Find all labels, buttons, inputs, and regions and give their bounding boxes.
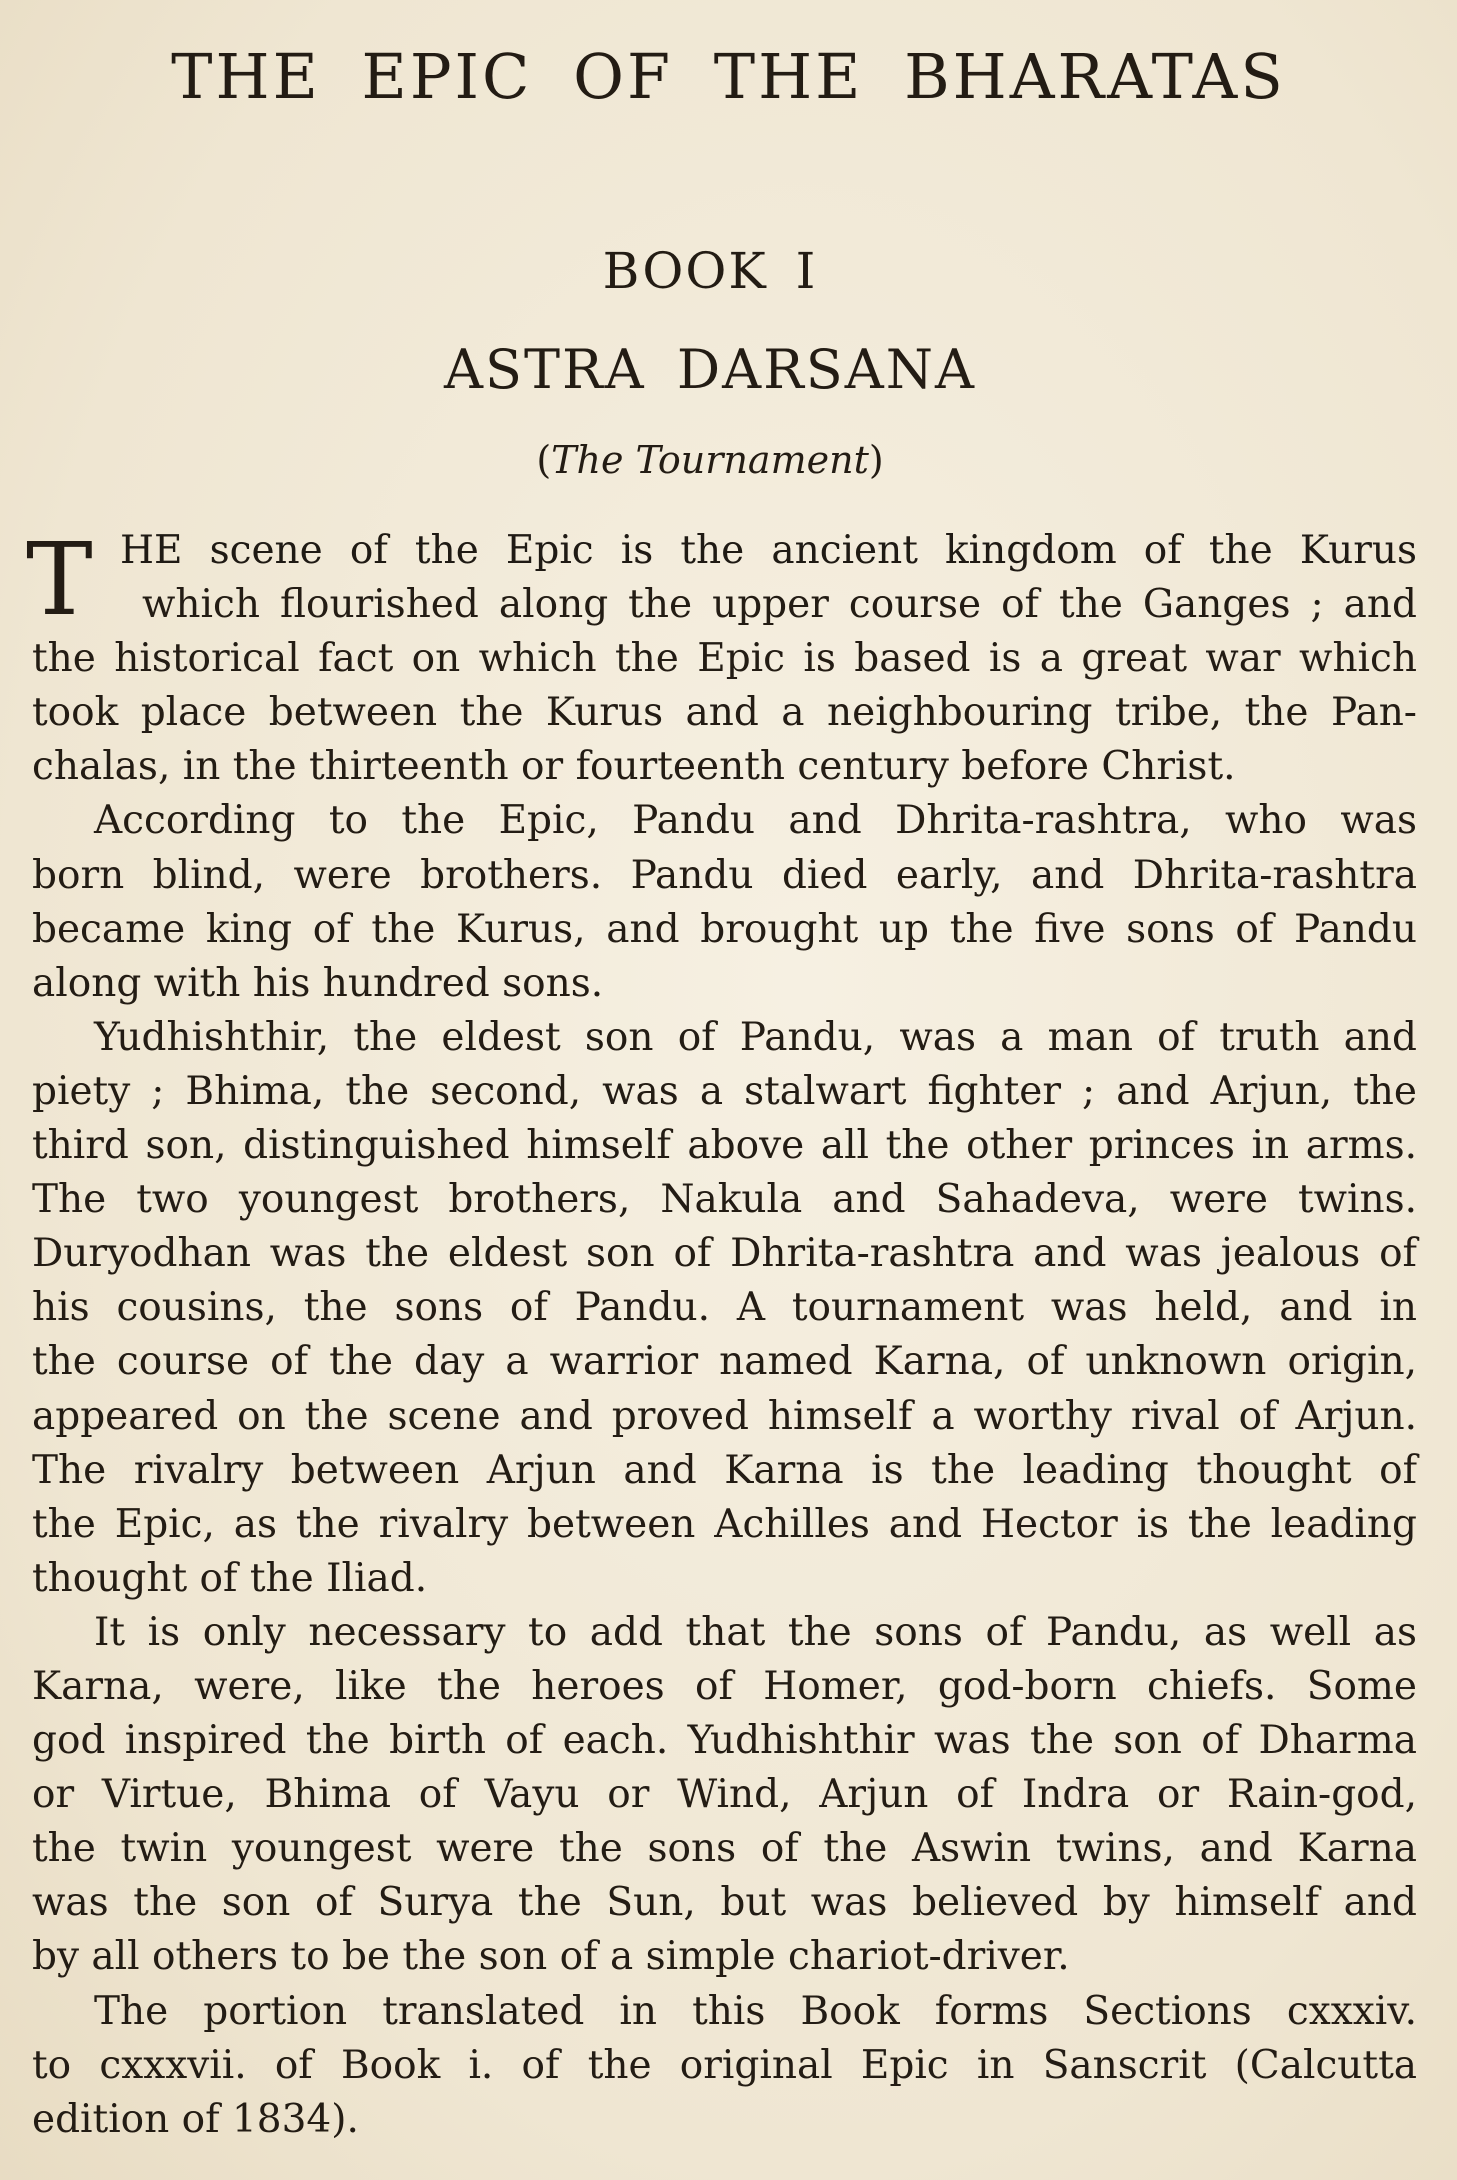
text-line: chalas, in the thirteenth or fourteenth century before Christ.	[32, 744, 1236, 790]
text-line: Yudhishthir, the eldest son of Pandu, was a man of truth and	[94, 1014, 1417, 1060]
text-line: edition of 1834).	[32, 2096, 359, 2142]
subtitle-open-paren: (	[536, 438, 552, 482]
paragraph-2	[32, 794, 1417, 1010]
text-line: his cousins, the sons of Pandu. A tournament was held, and in	[32, 1285, 1417, 1331]
text-line: to cxxxvii. of Book i. of the original Epic in Sanscrit (Calcutta	[32, 2042, 1417, 2088]
text-line: took place between the Kurus and a neighbouring tribe, the Pan-	[32, 690, 1417, 736]
body-text	[26, 521, 1417, 2147]
text-line: by all others to be the son of a simple chariot-driver.	[32, 1934, 1070, 1980]
text-line: appeared on the scene and proved himself a worthy rival of Arjun.	[32, 1393, 1417, 1439]
text-line: or Virtue, Bhima of Vayu or Wind, Arjun of Indra or Rain-god,	[32, 1772, 1417, 1818]
text-line: third son, distinguished himself above all the other princes in arms.	[32, 1123, 1417, 1169]
text-line: The rivalry between Arjun and Karna is the leading thought of	[32, 1447, 1417, 1493]
text-line: Duryodhan was the eldest son of Dhrita-rashtra and was jealous of	[32, 1231, 1417, 1277]
text-line: HE scene of the Epic is the ancient kingdom of the Kurus	[120, 528, 1417, 573]
subtitle-close-paren: )	[868, 438, 884, 482]
paragraph-1	[26, 521, 1417, 794]
text-line: became king of the Kurus, and brought up the five sons of Pandu	[32, 906, 1417, 952]
subtitle-text: The Tournament	[551, 438, 869, 482]
text-line: the Epic, as the rivalry between Achilles and Hector is the leading	[32, 1501, 1417, 1547]
text-line: the historical fact on which the Epic is based is a great war which	[32, 636, 1417, 682]
text-line: The two youngest brothers, Nakula and Sahadeva, were twins.	[32, 1177, 1417, 1223]
paragraph-3	[32, 1011, 1417, 1606]
text-line: Karna, were, like the heroes of Homer, god-born chiefs. Some	[32, 1663, 1417, 1709]
text-line: born blind, were brothers. Pandu died early, and Dhrita-rashtra	[32, 852, 1417, 898]
text-line: piety ; Bhima, the second, was a stalwart fighter ; and Arjun, the	[32, 1068, 1417, 1114]
running-head: THE EPIC OF THE BHARATAS	[171, 40, 1286, 113]
text-line: was the son of Surya the Sun, but was believed by himself and	[32, 1880, 1417, 1926]
book-number: BOOK I	[602, 242, 818, 300]
book-subtitle	[0, 438, 1420, 482]
text-line: thought of the Iliad.	[32, 1555, 428, 1601]
book-title: ASTRA DARSANA	[443, 338, 976, 401]
text-line: god inspired the birth of each. Yudhishthir was the son of Dharma	[32, 1718, 1417, 1764]
text-line: along with his hundred sons.	[32, 960, 604, 1006]
text-line: According to the Epic, Pandu and Dhrita-rashtra, who was	[94, 798, 1417, 844]
drop-cap: T	[26, 521, 93, 638]
paragraph-4	[32, 1606, 1417, 1985]
text-line: The portion translated in this Book forms Sections cxxxiv.	[94, 1988, 1417, 2034]
text-line: the twin youngest were the sons of the Aswin twins, and Karna	[32, 1826, 1417, 1872]
text-line: the course of the day a warrior named Karna, of unknown origin,	[32, 1339, 1417, 1385]
text-line: which flourished along the upper course of the Ganges ; and	[142, 582, 1417, 628]
paragraph-5	[32, 1985, 1417, 2147]
text-line: It is only necessary to add that the sons of Pandu, as well as	[94, 1609, 1417, 1655]
